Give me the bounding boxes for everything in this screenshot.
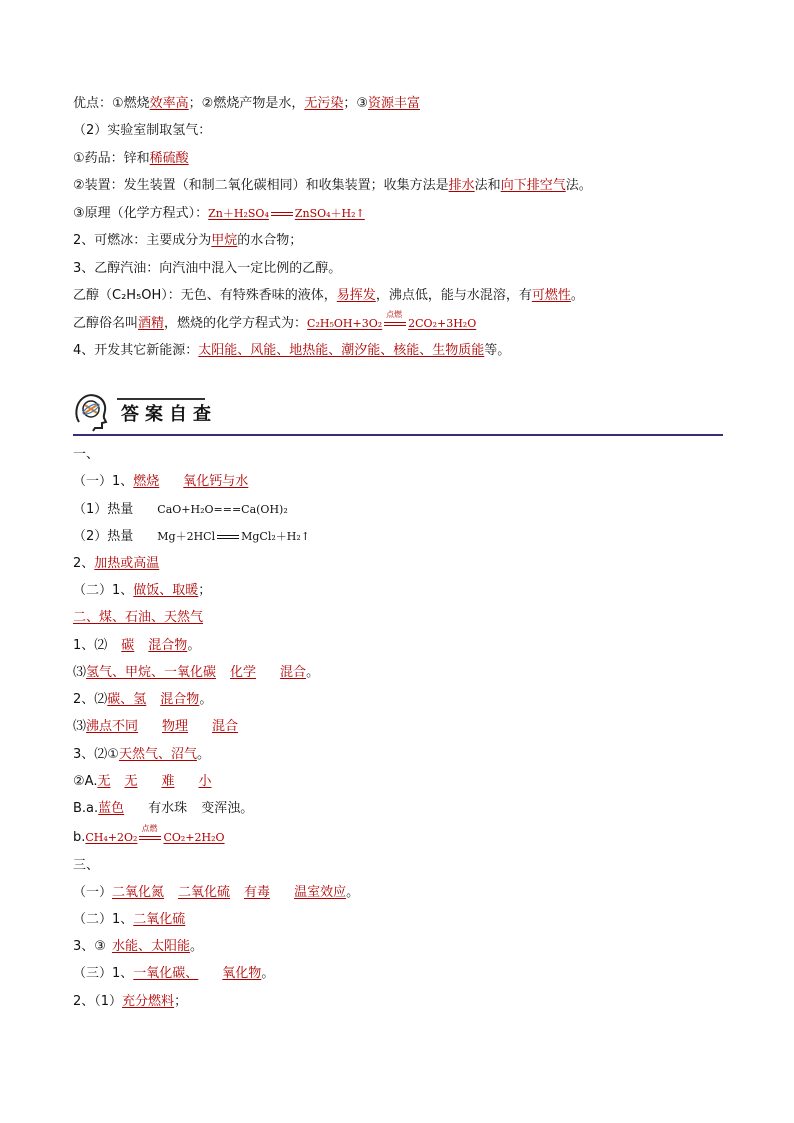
reaction-condition: 点燃 xyxy=(382,315,408,333)
section-header xyxy=(73,390,723,436)
text-line: 2、⑵碳、氢 混合物。 xyxy=(73,692,213,707)
text-line: （2）热量 Mg＋2HCl MgCl₂＋H₂↑ xyxy=(73,529,310,544)
text-line: （1）热量 CaO+H₂O===Ca(OH)₂ xyxy=(73,502,288,517)
text-line: （一）二氧化氮 二氧化硫 有毒 温室效应。 xyxy=(73,885,360,900)
text-line: 三、 xyxy=(73,858,100,873)
text-line: 2、可燃冰：主要成分为甲烷的水合物； xyxy=(73,233,303,248)
text-line: 优点：①燃烧效率高；②燃烧产物是水，无污染；③资源丰富 xyxy=(73,96,421,111)
text-line: 二、煤、石油、天然气 xyxy=(73,610,204,625)
text-line: 3、乙醇汽油：向汽油中混入一定比例的乙醇。 xyxy=(73,261,342,276)
text-line: b.CH₄+2O₂ 点燃 CO₂+2H₂O xyxy=(73,824,225,845)
text-line: 3、⑵①天然气、沼气。 xyxy=(73,747,210,762)
text-line: 乙醇（C₂H₅OH）：无色、有特殊香味的液体，易挥发，沸点低，能与水混溶，有可燃性。 xyxy=(73,288,584,303)
text-line: （二）1、做饭、取暖； xyxy=(73,583,212,598)
text-line: （三）1、一氧化碳、 氧化物。 xyxy=(73,966,275,981)
text-line: 乙醇俗名叫酒精，燃烧的化学方程式为：C₂H₅OH+3O₂ 点燃 2CO₂+3H₂O xyxy=(73,310,477,331)
text-line: 4、开发其它新能源：太阳能、风能、地热能、潮汐能、核能、生物质能等。 xyxy=(73,343,511,358)
text-line: ⑶氢气、甲烷、一氧化碳 化学 混合。 xyxy=(73,665,320,680)
text-line: ③原理（化学方程式）：Zn＋H₂SO₄ ZnSO₄＋H₂↑ xyxy=(73,206,365,221)
reaction-condition: 点燃 xyxy=(137,829,163,847)
head-icon xyxy=(73,392,109,432)
text-line: 一、 xyxy=(73,447,100,462)
text-line: B.a.蓝色 有水珠 变浑浊。 xyxy=(73,801,254,816)
text-line: ⑶沸点不同 物理 混合 xyxy=(73,719,239,734)
text-line: 1、⑵ 碳 混合物。 xyxy=(73,638,201,653)
text-line: 2、加热或高温 xyxy=(73,556,160,571)
text-line: （一）1、燃烧 氧化钙与水 xyxy=(73,474,249,489)
text-line: ②A.无 无 难 小 xyxy=(73,774,212,789)
text-line: （二）1、二氧化硫 xyxy=(73,912,186,927)
text-line: ①药品：锌和稀硫酸 xyxy=(73,151,189,166)
text-line: （2）实验室制取氢气： xyxy=(73,123,212,138)
text-line: 2、（1）充分燃料； xyxy=(73,994,188,1009)
equation: Zn＋H₂SO₄ xyxy=(208,207,269,220)
equals-sign xyxy=(271,212,293,216)
text-line: ②装置：发生装置（和制二氧化碳相同）和收集装置；收集方法是排水法和向下排空气法。 xyxy=(73,178,592,193)
text-line: 3、③ 水能、太阳能。 xyxy=(73,939,203,954)
section-title: 答案自查 xyxy=(121,404,217,425)
divider xyxy=(73,434,723,436)
